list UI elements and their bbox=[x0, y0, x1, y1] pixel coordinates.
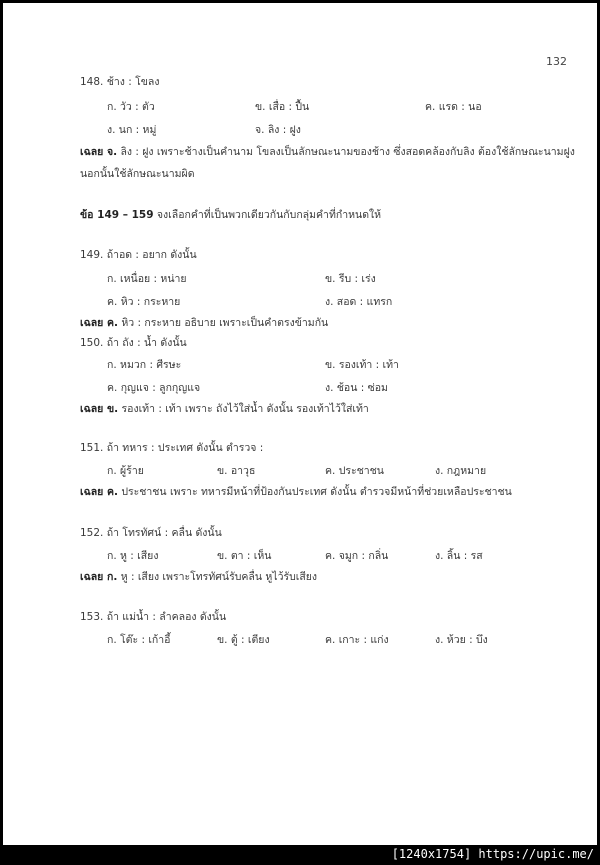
answer-text: ประชาชน เพราะ ทหารมีหน้าที่ป้องกันประเทศ ดังนั้น ตำรวจมีหน้าที่ช่วยเหลือประชาชน bbox=[121, 486, 512, 498]
option: ค. หิว : กระหาย bbox=[107, 296, 181, 308]
watermark-bar bbox=[0, 845, 600, 865]
section-instruction bbox=[80, 206, 381, 223]
option: ค. แรด : นอ bbox=[425, 101, 482, 113]
page-number: 132 bbox=[546, 55, 567, 68]
option: ง. ช้อน : ซ่อม bbox=[325, 382, 388, 394]
option: ค. เกาะ : แก่ง bbox=[325, 634, 389, 646]
watermark-text: [1240x1754] https://upic.me/ bbox=[391, 847, 594, 861]
option: ก. หมวก : ศีรษะ bbox=[107, 359, 182, 371]
answer-label: เฉลย ค. bbox=[80, 486, 118, 498]
option: ค. กุญแจ : ลูกกุญแจ bbox=[107, 382, 201, 394]
answer-151 bbox=[80, 483, 512, 500]
section-label: ข้อ 149 – 159 bbox=[80, 209, 154, 221]
answer-text: รองเท้า : เท้า เพราะ ถังไว้ใส่น้ำ ดังนั้น รองเท้าไว้ใส่เท้า bbox=[121, 403, 369, 415]
answer-148 bbox=[80, 143, 575, 160]
option: ก. หู : เสียง bbox=[107, 550, 159, 562]
option: ง. ห้วย : บึง bbox=[435, 634, 488, 646]
question-151-stem: 151. ถ้า ทหาร : ประเทศ ดังนั้น ตำรวจ : bbox=[80, 442, 264, 454]
option: ง. กฎหมาย bbox=[435, 465, 487, 477]
section-text: จงเลือกคำที่เป็นพวกเดียวกันกับกลุ่มคำที่กำหนดให้ bbox=[156, 209, 382, 221]
answer-150 bbox=[80, 400, 369, 417]
answer-149 bbox=[80, 314, 328, 331]
option: ข. ตา : เห็น bbox=[217, 550, 272, 562]
question-149-stem: 149. ถ้าอด : อยาก ดังนั้น bbox=[80, 249, 197, 261]
answer-148-cont: นอกนั้นใช้ลักษณะนามผิด bbox=[80, 168, 195, 180]
answer-label: เฉลย ค. bbox=[80, 317, 118, 329]
answer-152 bbox=[80, 568, 317, 585]
option: จ. ลิง : ฝูง bbox=[255, 124, 301, 136]
option: ก. ผู้ร้าย bbox=[107, 465, 144, 477]
option: ง. ลิ้น : รส bbox=[435, 550, 483, 562]
option: ข. อาวุธ bbox=[217, 465, 256, 477]
document-page bbox=[3, 3, 597, 845]
option: ก. วัว : ตัว bbox=[107, 101, 155, 113]
option: ข. รองเท้า : เท้า bbox=[325, 359, 399, 371]
answer-label: เฉลย ก. bbox=[80, 571, 118, 583]
answer-text: หู : เสียง เพราะโทรทัศน์รับคลื่น หูไว้รับเสียง bbox=[120, 571, 318, 583]
option: ข. เสื่อ : ปื้น bbox=[255, 101, 310, 113]
question-148-stem: 148. ช้าง : โขลง bbox=[80, 76, 160, 88]
answer-label: เฉลย จ. bbox=[80, 146, 118, 158]
option: ง. นก : หมู่ bbox=[107, 124, 157, 136]
option: ค. จมูก : กลิ่น bbox=[325, 550, 389, 562]
option: ก. เหนื่อย : หน่าย bbox=[107, 273, 187, 285]
question-150-stem: 150. ถ้า ถัง : น้ำ ดังนั้น bbox=[80, 337, 187, 349]
question-153-stem: 153. ถ้า แม่น้ำ : ลำคลอง ดังนั้น bbox=[80, 611, 227, 623]
option: ก. โต๊ะ : เก้าอี้ bbox=[107, 634, 171, 646]
answer-label: เฉลย ข. bbox=[80, 403, 119, 415]
answer-text: หิว : กระหาย อธิบาย เพราะเป็นคำตรงข้ามกัน bbox=[121, 317, 329, 329]
answer-text: ลิง : ฝูง เพราะช้างเป็นคำนาม โขลงเป็นลักษณะนามของช้าง ซึ่งสอดคล้องกับลิง ต้องใช้ลักษณะนามฝูง bbox=[120, 146, 575, 158]
option: ข. รีบ : เร่ง bbox=[325, 273, 376, 285]
question-152-stem: 152. ถ้า โทรทัศน์ : คลื่น ดังนั้น bbox=[80, 527, 222, 539]
option: ค. ประชาชน bbox=[325, 465, 384, 477]
option: ง. สอด : แทรก bbox=[325, 296, 393, 308]
option: ข. ตู้ : เตียง bbox=[217, 634, 270, 646]
